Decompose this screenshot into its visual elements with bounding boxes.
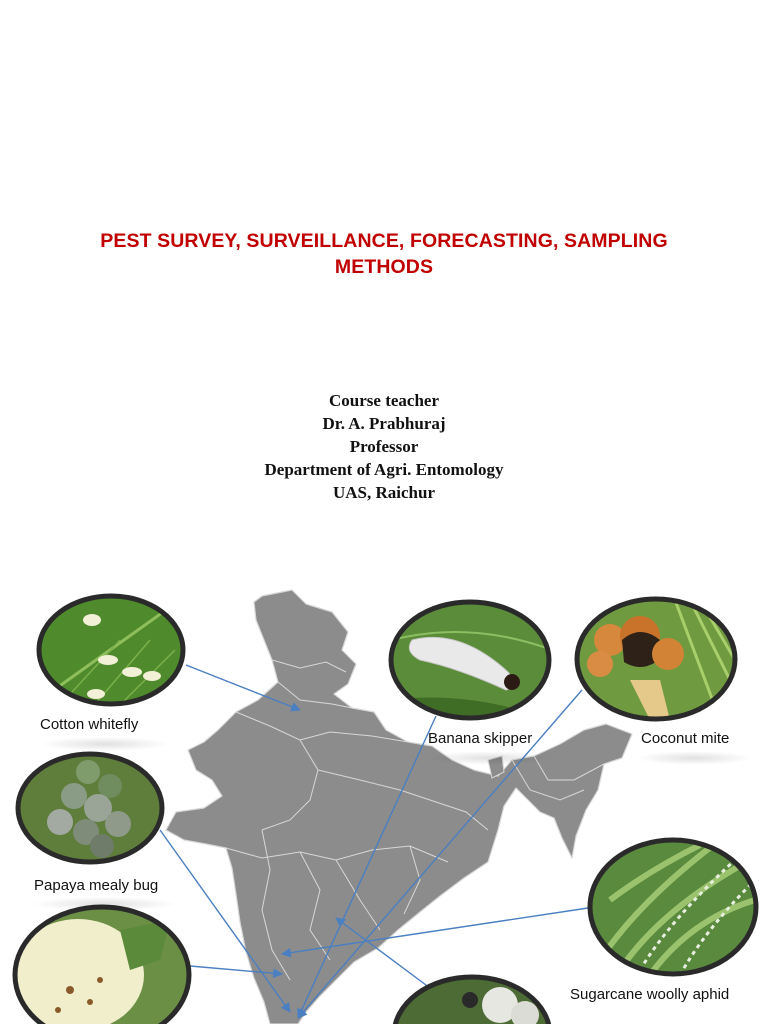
label-banana-skipper: Banana skipper — [428, 730, 533, 747]
credit-institution: UAS, Raichur — [332, 483, 435, 502]
label-papaya-mealy-bug: Papaya mealy bug — [34, 877, 159, 894]
cotton-whitefly-photo — [30, 590, 200, 710]
brinjal-pest-photo — [12, 905, 192, 1024]
credit-role: Course teacher — [329, 391, 439, 410]
label-shadow — [32, 897, 178, 911]
sugarcane-woolly-aphid-photo — [588, 838, 758, 978]
label-sugarcane-woolly-aphid: Sugarcane woolly aphid — [570, 986, 730, 1003]
credit-designation: Professor — [349, 437, 419, 456]
title-line-1: PEST SURVEY, SURVEILLANCE, FORECASTING, SAMPLING — [100, 230, 668, 252]
label-shadow — [636, 751, 752, 765]
bottom-pest-photo — [390, 975, 555, 1024]
banana-skipper-photo — [385, 598, 555, 724]
label-shadow — [426, 751, 552, 765]
label-cotton-whitefly: Cotton whitefly — [40, 716, 139, 733]
coconut-mite-photo — [572, 595, 742, 725]
title-line-2: METHODS — [334, 256, 434, 278]
credit-name: Dr. A. Prabhuraj — [322, 414, 446, 433]
credit-department: Department of Agri. Entomology — [264, 460, 504, 479]
label-coconut-mite: Coconut mite — [641, 730, 730, 747]
papaya-mealy-bug-photo — [15, 752, 165, 864]
label-shadow — [40, 737, 170, 751]
